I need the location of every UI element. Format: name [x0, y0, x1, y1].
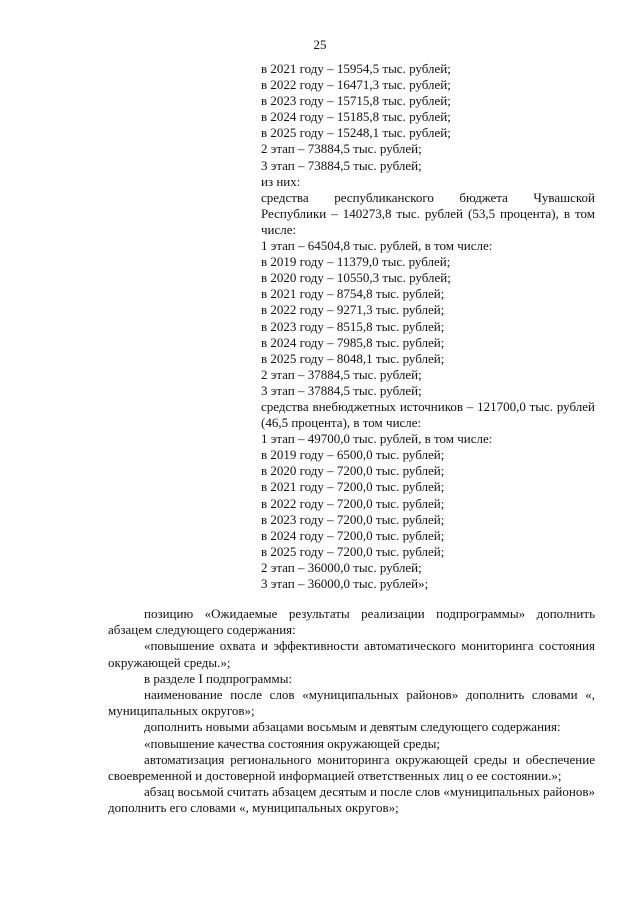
column-line: в 2021 году – 7200,0 тыс. рублей;	[261, 479, 445, 495]
column-line: 2 этап – 73884,5 тыс. рублей;	[261, 141, 422, 157]
column-line: 2 этап – 37884,5 тыс. рублей;	[261, 366, 422, 382]
column-line: 3 этап – 73884,5 тыс. рублей;	[261, 157, 422, 173]
column-line: в 2024 году – 7985,8 тыс. рублей;	[261, 334, 445, 350]
page-number: 25	[313, 37, 327, 52]
body-paragraph: дополнить новыми абзацами восьмым и девятым следующего содержания:	[144, 719, 561, 735]
column-line: в 2021 году – 8754,8 тыс. рублей;	[261, 286, 445, 302]
body-paragraph: наименование после слов «муниципальных районов» дополнить словами «, муниципальных округов»;	[108, 687, 595, 719]
column-line: в 2025 году – 8048,1 тыс. рублей;	[261, 350, 445, 366]
column-line: в 2024 году – 15185,8 тыс. рублей;	[261, 109, 451, 125]
body-paragraph: автоматизация регионального мониторинга окружающей среды и обеспечение своевременной и достоверной информацией ответственных лиц о ее состоянии.»;	[108, 751, 595, 784]
column-line: 2 этап – 36000,0 тыс. рублей;	[261, 559, 422, 575]
column-line: в 2023 году – 15715,8 тыс. рублей;	[261, 93, 451, 109]
column-line: 3 этап – 36000,0 тыс. рублей»;	[261, 576, 429, 591]
body-paragraph: позицию «Ожидаемые результаты реализации подпрограммы» дополнить абзацем следующего содержания:	[108, 606, 595, 638]
column-line: в 2020 году – 7200,0 тыс. рублей;	[261, 463, 445, 479]
column-line: 1 этап – 49700,0 тыс. рублей, в том числе:	[261, 431, 493, 447]
column-line: 1 этап – 64504,8 тыс. рублей, в том числе:	[261, 238, 493, 254]
column-line: в 2022 году – 16471,3 тыс. рублей;	[261, 77, 451, 93]
column-line: в 2023 году – 7200,0 тыс. рублей;	[261, 511, 445, 527]
column-line: в 2021 году – 15954,5 тыс. рублей;	[261, 61, 451, 76]
column-line: в 2023 году – 8515,8 тыс. рублей;	[261, 318, 445, 334]
column-line: в 2024 году – 7200,0 тыс. рублей;	[261, 527, 445, 543]
column-line: 3 этап – 37884,5 тыс. рублей;	[261, 382, 422, 398]
column-line: в 2025 году – 7200,0 тыс. рублей;	[261, 543, 445, 559]
body-paragraph: «повышение качества состояния окружающей среды;	[144, 735, 440, 751]
body-paragraph: абзац восьмой считать абзацем десятым и после слов «муниципальных районов» дополнить его словами «, муниципальных округов»;	[108, 784, 595, 816]
column-line: в 2025 году – 15248,1 тыс. рублей;	[261, 125, 451, 141]
column-line: в 2019 году – 11379,0 тыс. рублей;	[261, 254, 451, 270]
column-line: в 2019 году – 6500,0 тыс. рублей;	[261, 447, 445, 463]
amendment-text	[108, 606, 595, 817]
column-line: в 2022 году – 9271,3 тыс. рублей;	[261, 302, 445, 318]
body-paragraph: «повышение охвата и эффективности автоматического мониторинга состояния окружающей среды.»;	[108, 638, 595, 670]
column-line: в 2022 году – 7200,0 тыс. рублей;	[261, 495, 445, 511]
funding-column	[261, 61, 595, 592]
body-paragraph: в разделе I подпрограммы:	[144, 670, 293, 686]
column-paragraph: средства республиканского бюджета Чувашской Республики – 140273,8 тыс. рублей (53,5 процента), в том числе:	[261, 189, 595, 237]
column-line: из них:	[261, 173, 301, 189]
column-paragraph: средства внебюджетных источников – 121700,0 тыс. рублей (46,5 процента), в том числе:	[261, 398, 595, 431]
column-line: в 2020 году – 10550,3 тыс. рублей;	[261, 270, 451, 286]
